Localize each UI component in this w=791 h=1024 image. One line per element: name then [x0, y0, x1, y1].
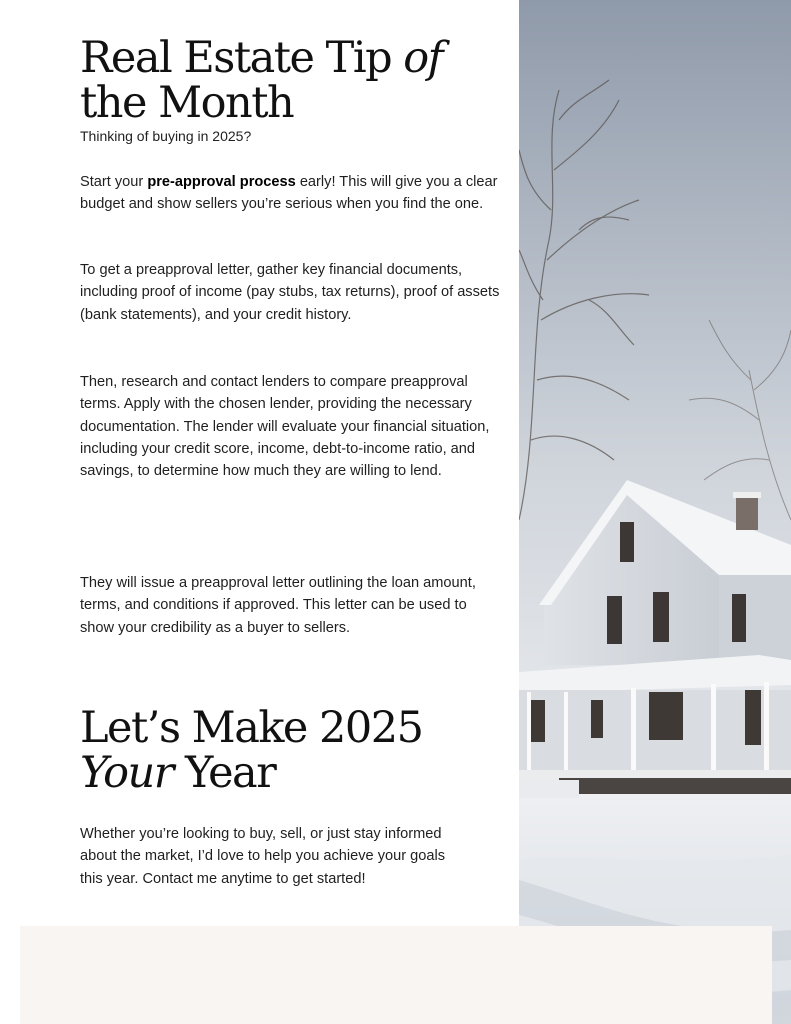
p1-bold: pre-approval process	[147, 174, 296, 190]
tip-subtitle: Thinking of buying in 2025?	[80, 128, 252, 144]
tip-paragraph-2: To get a preapproval letter, gather key financial documents, including proof of income (pay stubs, tax returns), proof of assets (bank statements), and your credit history.	[80, 262, 500, 323]
tip-paragraph-4: They will issue a preapproval letter outlining the loan amount, terms, and conditions if approved. This letter can be used to show your credibility as a buyer to sellers.	[80, 575, 476, 636]
closing-heading	[80, 703, 423, 798]
tip-heading-line1: Real Estate Tip	[80, 33, 392, 83]
closing-heading-rest: Year	[172, 748, 276, 798]
tip-paragraph-1	[80, 171, 500, 216]
closing-heading-line1: Let’s Make 2025	[80, 703, 423, 753]
p1-rest: early! This will give you a clear budget and show sellers you’re serious when you find the one.	[80, 174, 498, 213]
closing-paragraph: Whether you’re looking to buy, sell, or just stay informed about the market, I’d love to help you achieve your goals this year. Contact me anytime to get started!	[80, 826, 446, 887]
snowy-farmhouse-photo	[519, 0, 791, 1024]
closing-heading-italic: Your	[80, 748, 173, 798]
tip-paragraph-3: Then, research and contact lenders to compare preapproval terms. Apply with the chosen lender, providing the necessary documentation. The lender will evaluate your financial situation, including your credit score, income, debt-to-income ratio, and savings, to determine how much they are willing to lend.	[80, 374, 490, 480]
p1-lead: Start your	[80, 174, 148, 190]
footer-band	[20, 926, 772, 1024]
tip-heading-italic: of	[403, 33, 443, 83]
tip-heading	[80, 33, 443, 128]
tip-heading-line2: the Month	[80, 78, 294, 128]
